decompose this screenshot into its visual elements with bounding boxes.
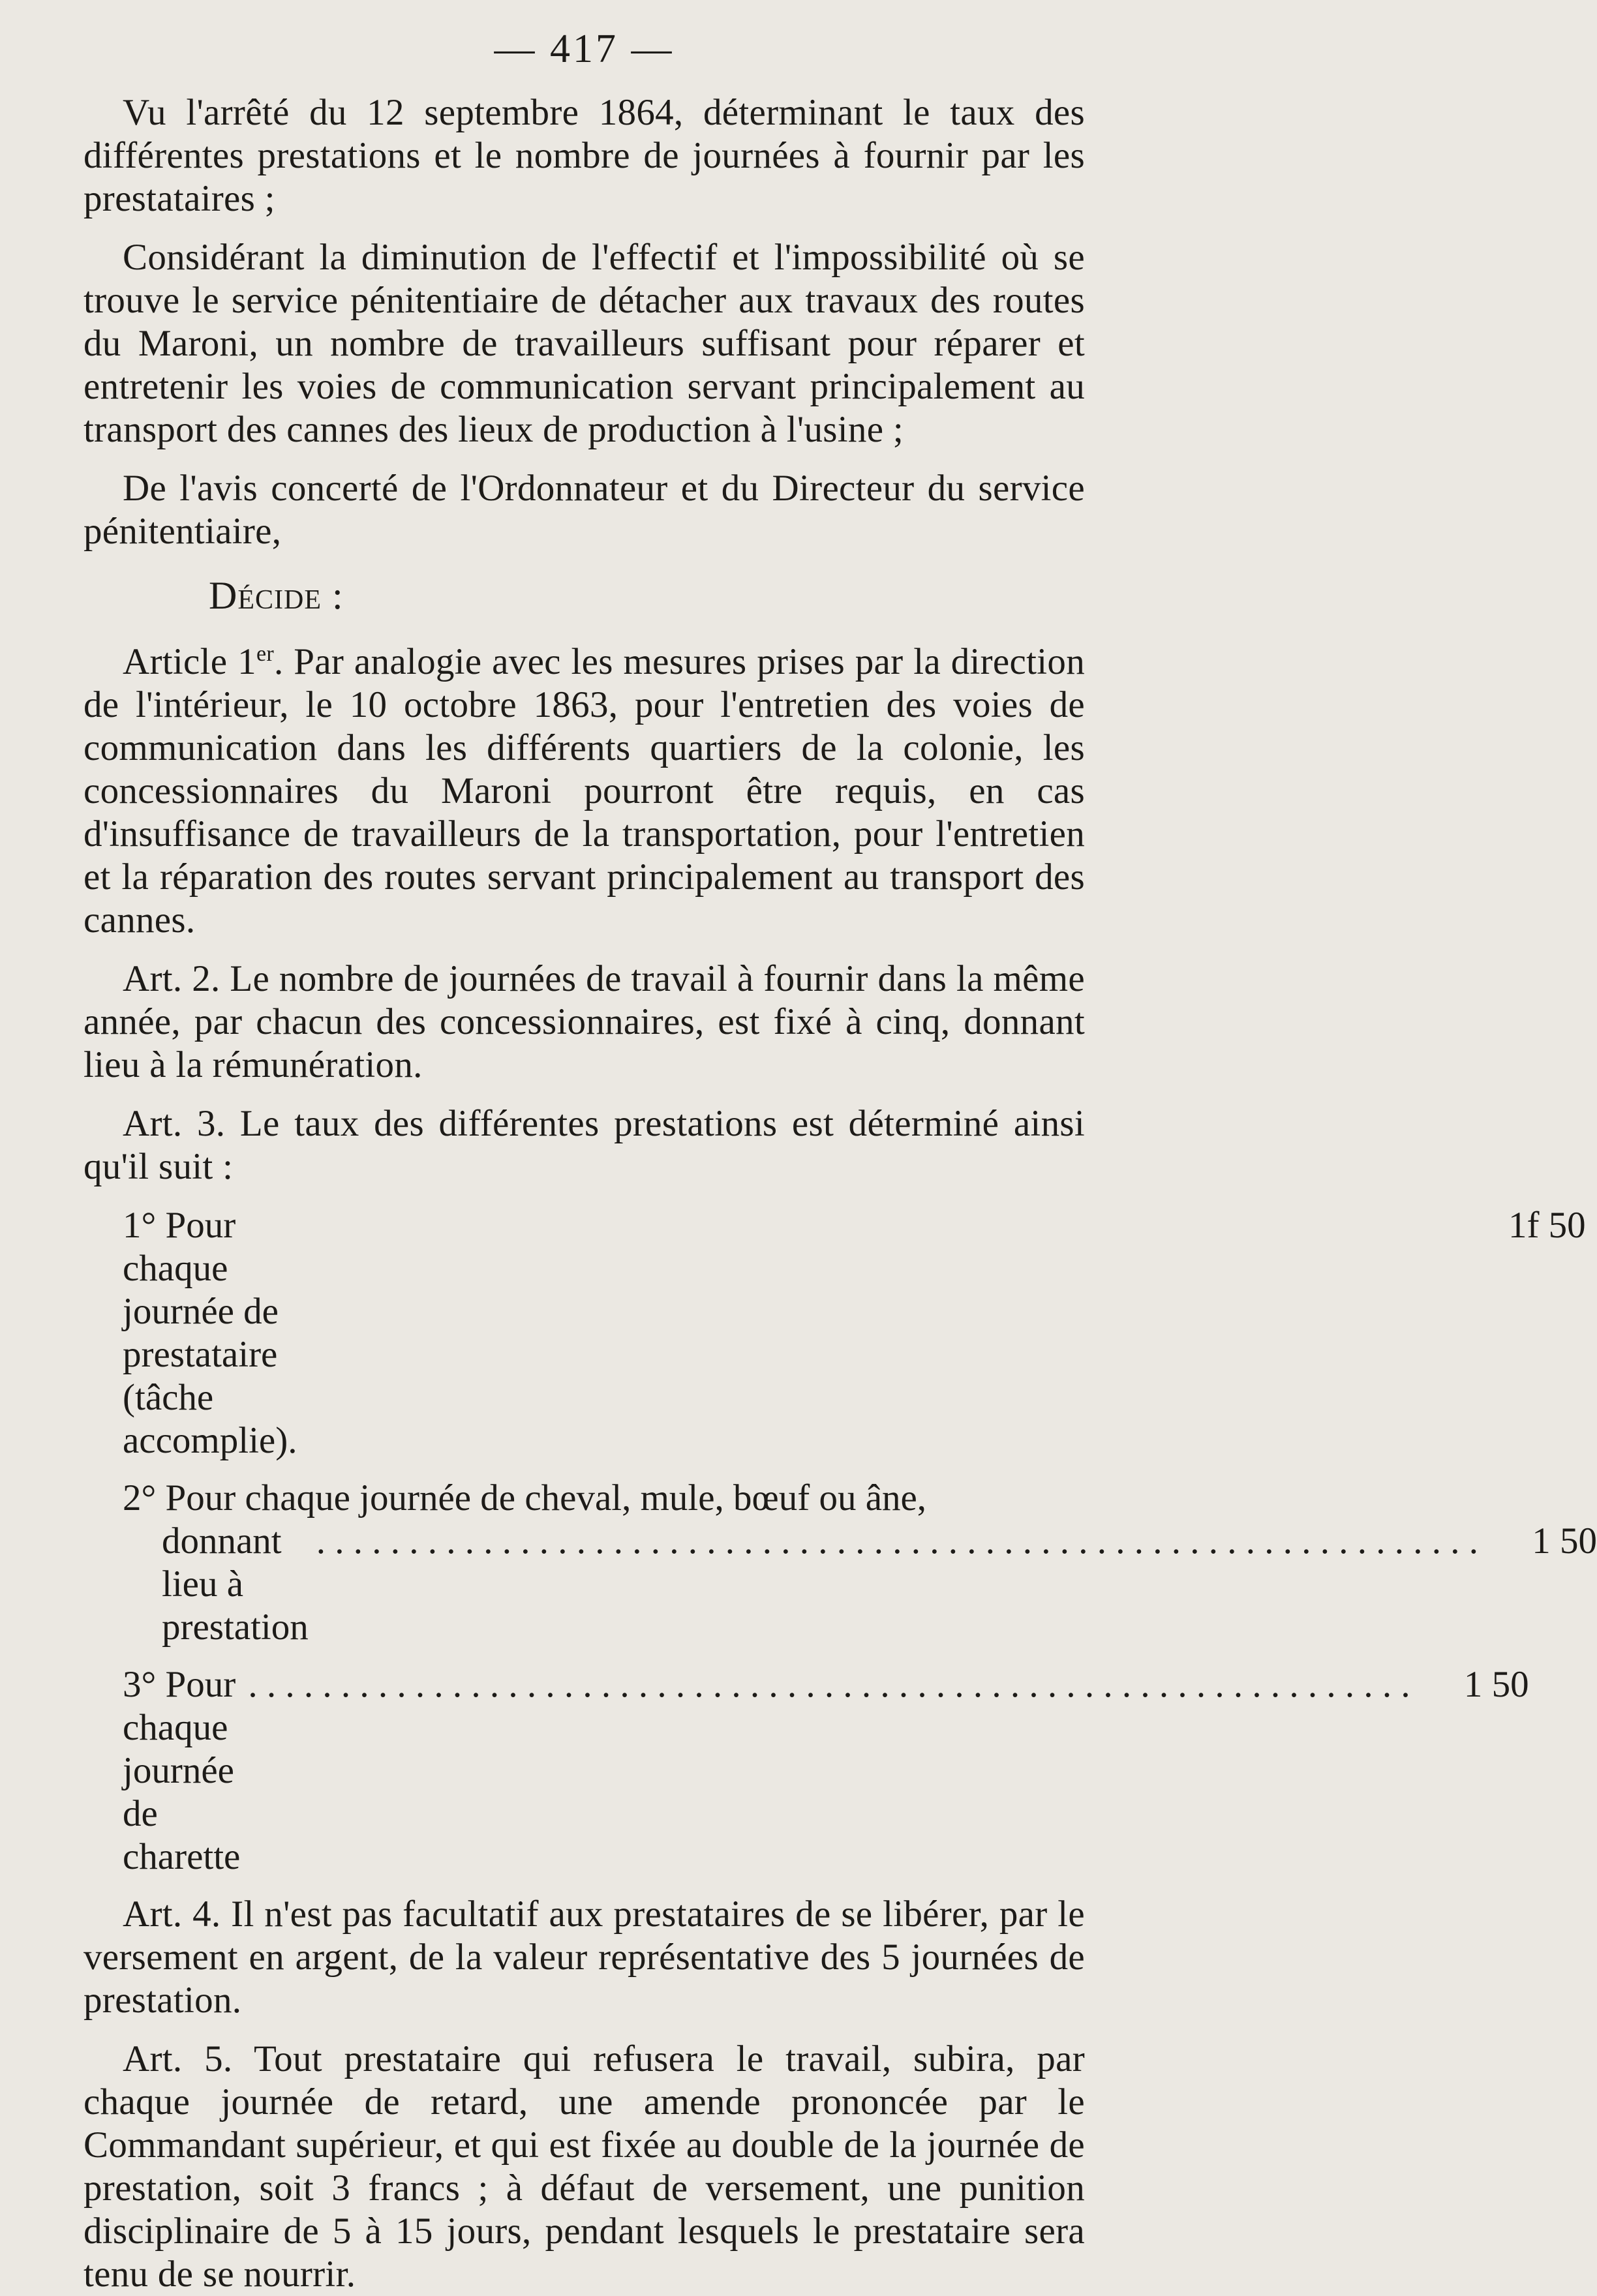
rates-list [84,1204,1597,1879]
preamble-vu: Vu l'arrêté du 12 septembre 1864, déterminant le taux des différentes prestations et le nombre de journées à fournir par les prestataires ; [84,92,1085,219]
article-1-prefix: Article 1 [123,641,256,682]
rate-item-1 [84,1204,1586,1462]
article-2: Art. 2. Le nombre de journées de travail à fournir dans la même année, par chacun des concessionnaires, est fixé à cinq, donnant lieu à la rémunération. [84,958,1085,1085]
rate-item-3-leader-dots [248,1663,1410,1706]
decision-heading: Décide : [209,574,344,617]
rate-item-3-amount: 1 50 [1463,1664,1529,1705]
article-1-superscript: er [256,642,274,666]
preamble-avis: De l'avis concerté de l'Ordonnateur et du Directeur du service pénitentiaire, [84,468,1085,552]
page-number: — 417 — [494,27,675,71]
article-1 [84,641,1085,942]
preamble-considerant: Considérant la diminution de l'effectif et l'impossibilité où se trouve le service pénitentiaire de détacher aux travaux des routes du Maroni, un nombre de travailleurs suffisant pour réparer et entretenir les voies de communication servant principalement au transport des cannes des lieux de production à l'usine ; [84,237,1085,450]
article-1-text: . Par analogie avec les mesures prises par la direction de l'intérieur, le 10 octobre 1863, pour l'entretien des voies de communication dans les différents quartiers de la colonie, les concessionnaires du Maroni pourront être requis, en cas d'insuffisance de travailleurs de la transportation, pour l'entretien et la réparation des routes servant principalement au transport des cannes. [84,641,1085,941]
article-5: Art. 5. Tout prestataire qui refusera le travail, subira, par chaque journée de retard, une amende prononcée par le Commandant supérieur, et qui est fixée au double de la journée de prestation, soit 3 francs ; à défaut de versement, une punition disciplinaire de 5 à 15 jours, pendant lesquels le prestataire sera tenu de se nourrir. [84,2038,1085,2295]
rate-item-3-label: 3° Pour chaque journée de charette [123,1664,241,1877]
rate-item-2 [84,1477,1597,1649]
article-4: Art. 4. Il n'est pas facultatif aux prestataires de se libérer, par le versement en argent, de la valeur représentative des 5 journées de prestation. [84,1894,1085,2021]
rate-item-1-amount: 1f 50 [1508,1205,1586,1246]
rate-item-3 [84,1663,1529,1879]
article-3: Art. 3. Le taux des différentes prestations est déterminé ainsi qu'il suit : [84,1103,1085,1187]
rate-item-2-leader-dots [316,1520,1478,1563]
rate-item-1-label: 1° Pour chaque journée de prestataire (tâche accomplie). [123,1205,297,1461]
rate-item-2-label: 2° Pour chaque journée de cheval, mule, bœuf ou âne, [123,1477,927,1518]
rate-item-2-continuation: donnant lieu à prestation [162,1520,309,1648]
rate-item-2-amount: 1 50 [1532,1520,1597,1562]
